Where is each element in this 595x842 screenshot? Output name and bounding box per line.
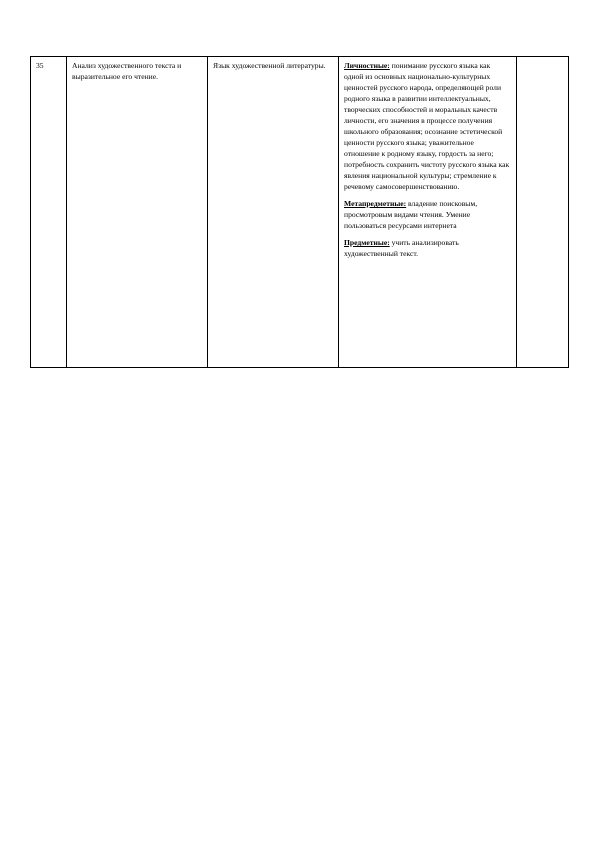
- personal-results-text: понимание русского языка как одной из основных национально-культурных ценностей русского народа, определяющей роли родного языка в развитии интеллектуальных, творческих способностей и моральных качеств личности, его значения в процессе получения школьного образования; осознание эстетической ценности русского языка; уважительное отношение к родному языку, гордость за него; потребность сохранить чистоту русского языка как явления национальной культуры; стремление к речевому самосовершенствованию.: [344, 61, 510, 191]
- meta-results: [344, 198, 511, 231]
- lesson-content: Язык художественной литературы.: [213, 61, 326, 70]
- table-row: [31, 57, 569, 368]
- learning-results-cell: [339, 57, 517, 368]
- lesson-number-cell: [31, 57, 67, 368]
- subject-results-label: Предметные:: [344, 238, 390, 247]
- meta-results-label: Метапредметные:: [344, 199, 407, 208]
- notes-cell: [517, 57, 569, 368]
- lesson-topic: Анализ художественного текста и выразительное его чтение.: [72, 61, 182, 81]
- lesson-number: 35: [36, 61, 44, 70]
- subject-results-text: учить анализировать художественный текст.: [344, 238, 459, 258]
- personal-results: [344, 60, 511, 192]
- subject-results: [344, 237, 511, 259]
- lesson-topic-cell: [67, 57, 208, 368]
- personal-results-label: Личностные:: [344, 61, 390, 70]
- meta-results-text: владение поисковым, просмотровым видами чтения. Умение пользоваться ресурсами интернета: [344, 199, 478, 230]
- lesson-plan-table: [30, 56, 569, 368]
- lesson-content-cell: [208, 57, 339, 368]
